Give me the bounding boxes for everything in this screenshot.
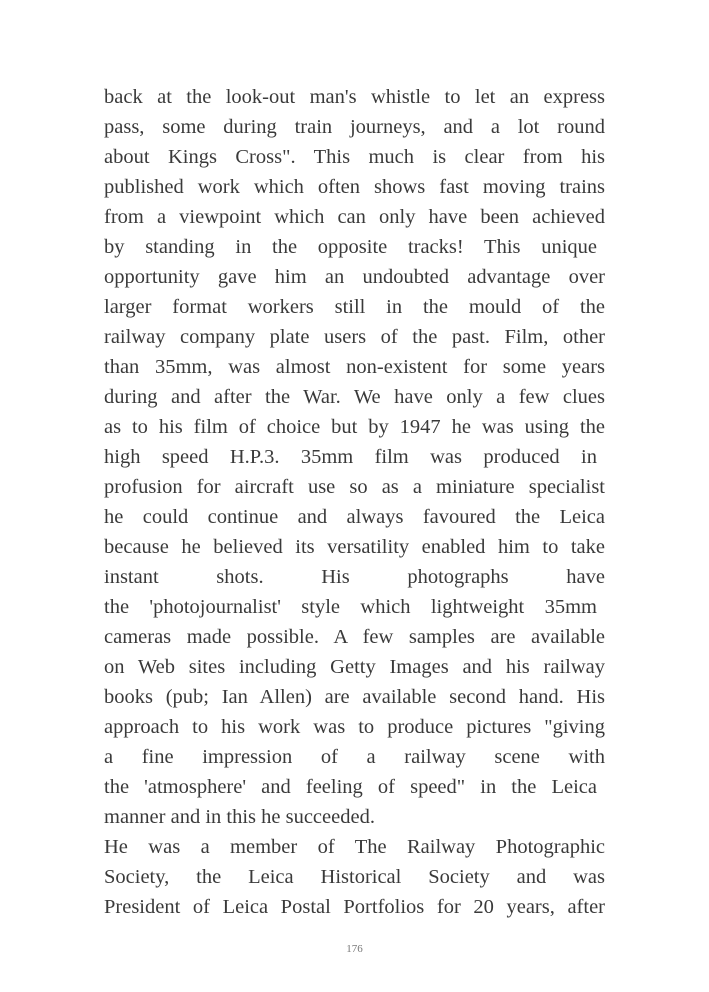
text-line: by standing in the opposite tracks! This unique <box>104 236 597 258</box>
text-line: books (pub; Ian Allen) are available second hand. His <box>104 686 605 708</box>
text-line: cameras made possible. A few samples are available <box>104 626 605 648</box>
text-line: he could continue and always favoured the Leica <box>104 506 605 528</box>
text-line: pass, some during train journeys, and a lot round <box>104 116 605 138</box>
text-line: because he believed its versatility enabled him to take <box>104 536 605 558</box>
text-line: approach to his work was to produce pictures "giving <box>104 716 605 738</box>
text-line: than 35mm, was almost non-existent for some years <box>104 356 605 378</box>
text-line: President of Leica Postal Portfolios for 20 years, after <box>104 896 605 918</box>
body-text <box>104 82 605 922</box>
page-number: 176 <box>346 943 363 955</box>
text-line: He was a member of The Railway Photographic <box>104 836 605 858</box>
text-line: on Web sites including Getty Images and his railway <box>104 656 605 678</box>
text-line: manner and in this he succeeded. <box>104 806 375 828</box>
text-line: railway company plate users of the past. Film, other <box>104 326 605 348</box>
text-line: larger format workers still in the mould of the <box>104 296 605 318</box>
text-line: back at the look-out man's whistle to let an express <box>104 86 605 108</box>
text-line: the 'photojournalist' style which lightweight 35mm <box>104 596 597 618</box>
text-line: the 'atmosphere' and feeling of speed" in the Leica <box>104 776 597 798</box>
text-line: instant shots. His photographs have <box>104 566 605 588</box>
text-line: a fine impression of a railway scene with <box>104 746 605 768</box>
text-line: from a viewpoint which can only have been achieved <box>104 206 605 228</box>
text-line: opportunity gave him an undoubted advantage over <box>104 266 605 288</box>
text-line: profusion for aircraft use so as a miniature specialist <box>104 476 605 498</box>
text-line: Society, the Leica Historical Society and was <box>104 866 605 888</box>
text-line: about Kings Cross". This much is clear from his <box>104 146 605 168</box>
text-line: published work which often shows fast moving trains <box>104 176 605 198</box>
text-line: high speed H.P.3. 35mm film was produced in <box>104 446 597 468</box>
text-line: as to his film of choice but by 1947 he was using the <box>104 416 605 438</box>
text-line: during and after the War. We have only a few clues <box>104 386 605 408</box>
